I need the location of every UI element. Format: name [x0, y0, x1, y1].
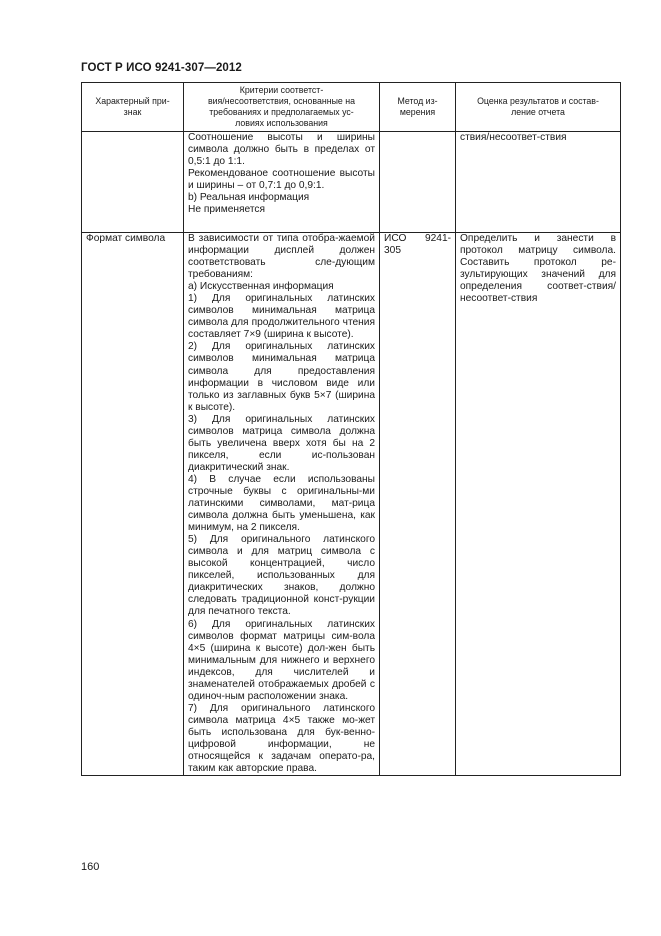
header-criteria: Критерии соответст- вия/несоответствия, основанные на требованиях и предполагаемых ус- ловиях использования: [184, 83, 380, 132]
criteria-paragraph: Соотношение высоты и ширины символа должно быть в пределах от 0,5:1 до 1:1.: [188, 132, 375, 168]
header-evaluation: Оценка результатов и состав- ление отчета: [456, 83, 621, 132]
header-feature: Характерный при- знак: [82, 83, 184, 132]
criteria-paragraph: 1) Для оригинальных латинских символов минимальная матрица символа для продолжительного чтения составляет 7×9 (ширина к высоте).: [188, 293, 375, 341]
criteria-cell: [184, 132, 380, 233]
document-code: ГОСТ Р ИСО 9241-307—2012: [81, 62, 242, 74]
criteria-paragraph: 4) В случае если использованы строчные буквы с оригинальны-ми латинскими символами, мат-рица символа должна быть уменьшена, как минимум, на 2 пикселя.: [188, 473, 375, 534]
criteria-cell: [184, 233, 380, 776]
evaluation-cell: ствия/несоответ-ствия: [456, 132, 621, 233]
criteria-paragraph: b) Реальная информация: [188, 192, 310, 204]
method-cell: ИСО 9241-305: [380, 233, 456, 776]
criteria-paragraph: В зависимости от типа отобра-жаемой информации дисплей должен соответствовать сле-дующим требованиям:: [188, 233, 375, 281]
criteria-paragraph: 5) Для оригинального латинского символа и для матриц символа с высокой концентрацией, число пикселей, использованных для диакритических знаков, должно следовать традиционной конст-рукции для печатного текста.: [188, 534, 375, 618]
feature-cell: Формат символа: [82, 233, 184, 776]
criteria-paragraph: 7) Для оригинального латинского символа матрица 4×5 также мо-жет быть использована для бук-венно-цифровой информации, не относящейся к задачам операто-ра, таким как авторские права.: [188, 702, 375, 775]
criteria-table: [81, 82, 621, 776]
criteria-paragraph: Не применяется: [188, 204, 266, 216]
criteria-paragraph: 6) Для оригинальных латинских символов формат матрицы сим-вола 4×5 (ширина к высоте) дол-жен быть минимальным для нижнего и верхнего индексов, для числителей и знаменателей отображаемых дробей с одиноч-ным расположении знака.: [188, 618, 375, 702]
feature-cell: [82, 132, 184, 233]
criteria-paragraph: 3) Для оригинальных латинских символов матрица символа должна быть увеличена вверх хотя бы на 2 пикселя, если ис-пользован диакритический знак.: [188, 413, 375, 473]
table-row: [82, 132, 621, 233]
method-cell: [380, 132, 456, 233]
table-row: [82, 233, 621, 776]
header-method: Метод из- мерения: [380, 83, 456, 132]
criteria-paragraph: а) Искусственная информация: [188, 281, 334, 293]
page-number: 160: [81, 861, 100, 873]
evaluation-cell: Определить и занести в протокол матрицу символа. Составить протокол ре-зультирующих значений для определения соответ-ствия/несоответ-ствия: [456, 233, 621, 776]
criteria-paragraph: 2) Для оригинальных латинских символов минимальная матрица символа для предоставления информации в числовом виде или только из заглавных букв 5×7 (ширина к высоте).: [188, 341, 375, 413]
criteria-paragraph: Рекомендованое соотношение высоты и ширины – от 0,7:1 до 0,9:1.: [188, 168, 375, 192]
table-header-row: [82, 83, 621, 132]
